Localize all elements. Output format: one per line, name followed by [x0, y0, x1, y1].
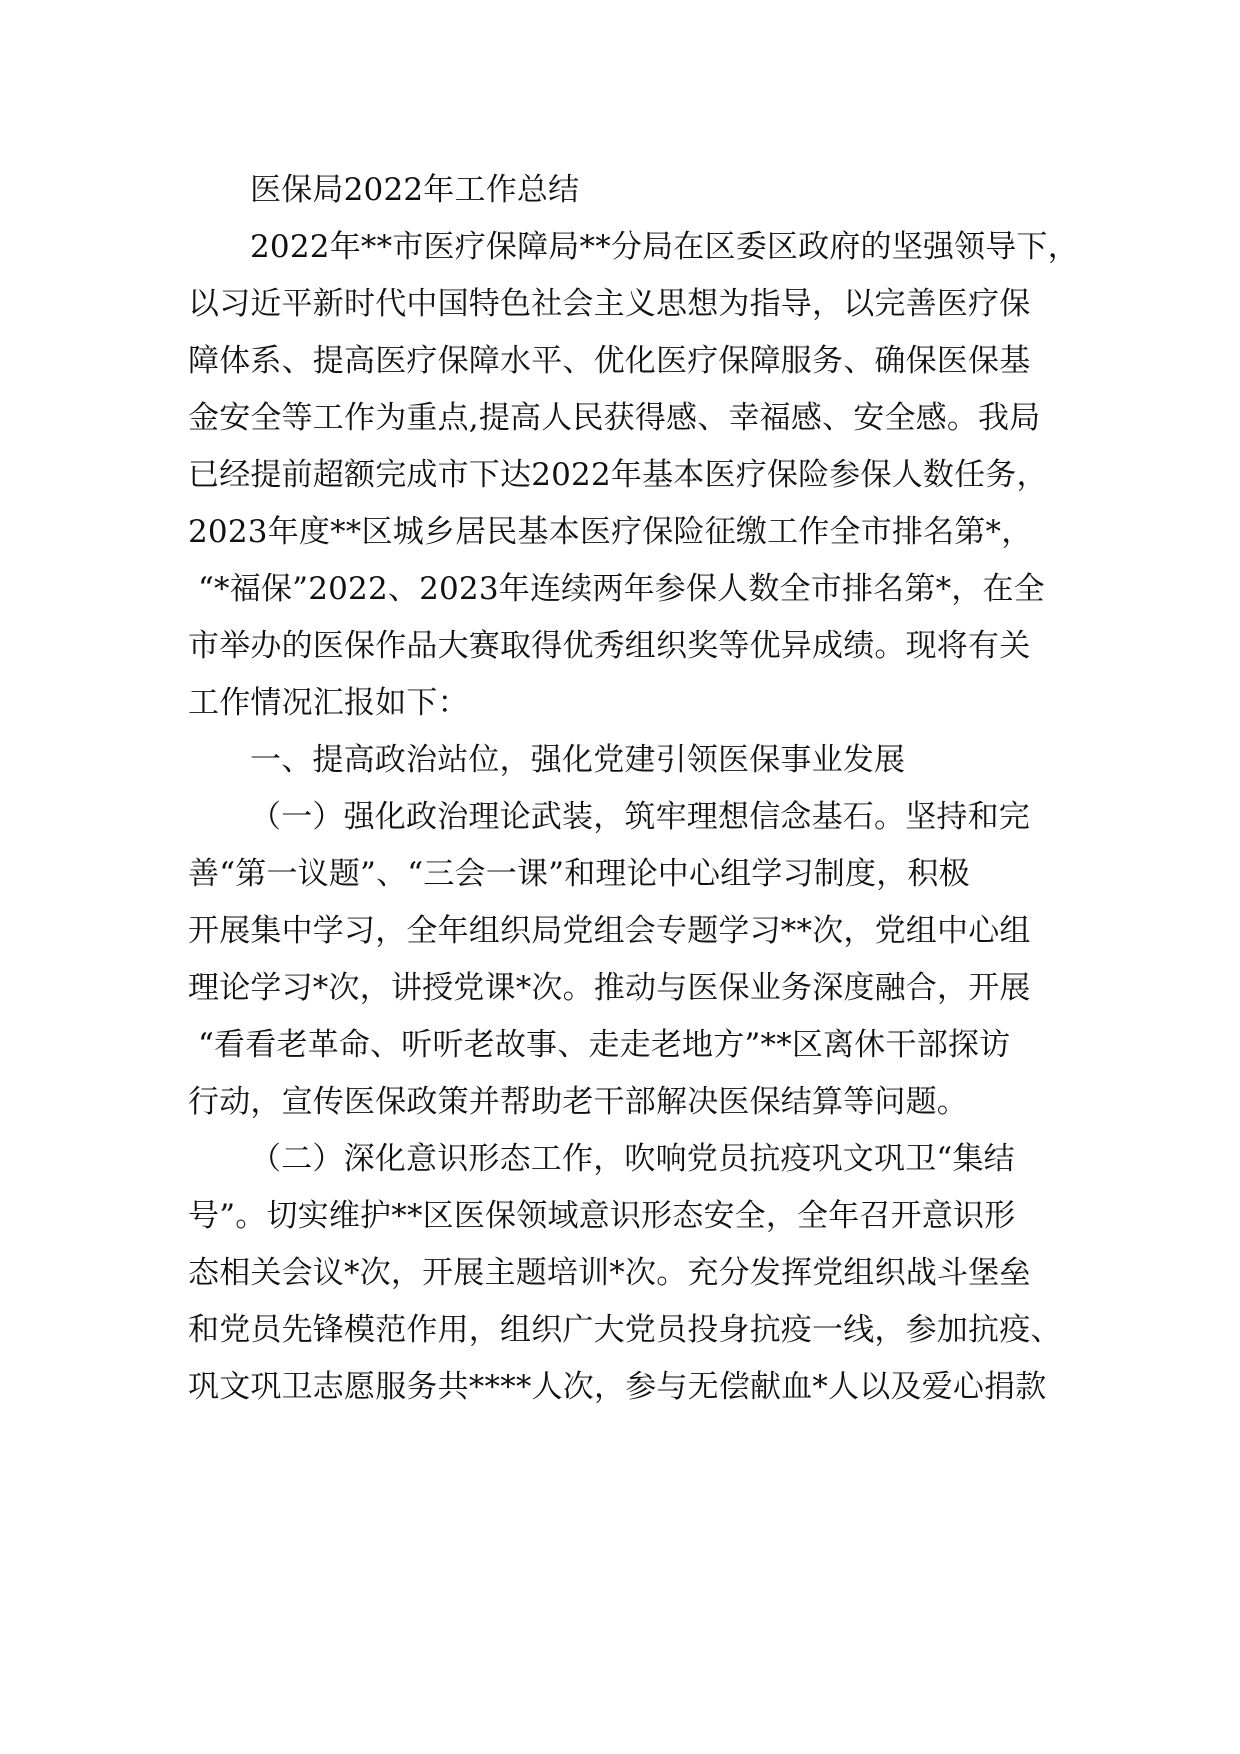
paragraph-2-line-4: 理论学习*次，讲授党课*次。推动与医保业务深度融合，开展 [188, 970, 1031, 1006]
paragraph-2-line-6: 行动，宣传医保政策并帮助老干部解决医保结算等问题。 [188, 1084, 968, 1120]
paragraph-3-line-5: 巩文巩卫志愿服务共****人次，参与无偿献血*人以及爱心捐款 [188, 1369, 1047, 1405]
section-heading-1: 一、提高政治站位，强化党建引领医保事业发展 [250, 742, 906, 778]
paragraph-1-line-5: 已经提前超额完成市下达2022年基本医疗保险参保人数任务， [188, 457, 1048, 493]
paragraph-2-line-5: “看看老革命、听听老故事、走走老地方”**区离休干部探访 [198, 1027, 1011, 1063]
paragraph-1-line-6: 2023年度**区城乡居民基本医疗保险征缴工作全市排名第*， [188, 514, 1033, 550]
paragraph-1-line-9: 工作情况汇报如下： [188, 685, 469, 721]
paragraph-1-line-4: 金安全等工作为重点,提高人民获得感、幸福感、安全感。我局 [188, 400, 1041, 436]
paragraph-1-line-3: 障体系、提高医疗保障水平、优化医疗保障服务、确保医保基 [188, 343, 1031, 379]
paragraph-1-line-7: “*福保”2022、2023年连续两年参保人数全市排名第*，在全 [198, 571, 1045, 607]
paragraph-3-line-3: 态相关会议*次，开展主题培训*次。充分发挥党组织战斗堡垒 [188, 1255, 1031, 1291]
paragraph-2-line-2: 善“第一议题”、“三会一课”和理论中心组学习制度，积极 [188, 856, 970, 892]
paragraph-1-line-1: 2022年**市医疗保障局**分局在区委区政府的坚强领导下， [250, 229, 1079, 265]
paragraph-2-line-3: 开展集中学习，全年组织局党组会专题学习**次，党组中心组 [188, 913, 1031, 949]
paragraph-1-line-8: 市举办的医保作品大赛取得优秀组织奖等优异成绩。现将有关 [188, 628, 1031, 664]
paragraph-1-line-2: 以习近平新时代中国特色社会主义思想为指导，以完善医疗保 [188, 286, 1031, 322]
paragraph-3-line-1: （二）深化意识形态工作，吹响党员抗疫巩文巩卫“集结 [250, 1141, 1015, 1177]
paragraph-3-line-2: 号”。切实维护**区医保领域意识形态安全，全年召开意识形 [188, 1198, 1016, 1234]
paragraph-2-line-1: （一）强化政治理论武装，筑牢理想信念基石。坚持和完 [250, 799, 1030, 835]
document-title: 医保局2022年工作总结 [250, 172, 580, 208]
paragraph-3-line-4: 和党员先锋模范作用，组织广大党员投身抗疫一线，参加抗疫、 [188, 1312, 1062, 1348]
